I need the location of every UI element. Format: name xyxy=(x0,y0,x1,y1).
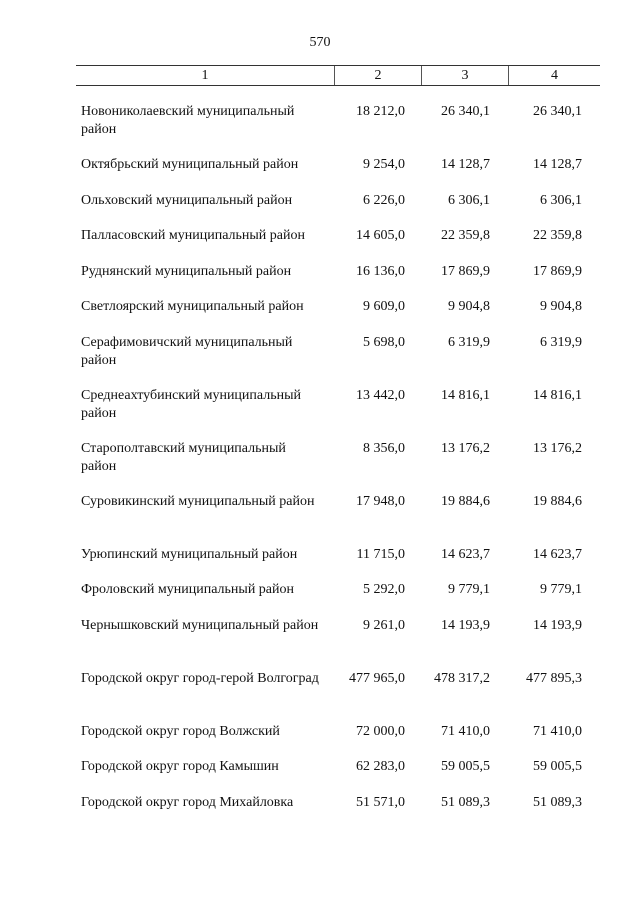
row-value-col-4: 17 869,9 xyxy=(533,263,582,279)
table-row xyxy=(0,715,640,751)
table-row xyxy=(0,573,640,609)
row-value-col-4: 13 176,2 xyxy=(533,440,582,456)
table-row xyxy=(0,662,640,715)
header-col-2: 2 xyxy=(335,66,422,85)
row-value-col-3: 17 869,9 xyxy=(441,263,490,279)
row-name: Суровикинский муниципальный район xyxy=(81,493,315,509)
row-value-col-2: 477 965,0 xyxy=(349,670,405,686)
row-value-col-2: 5 292,0 xyxy=(363,582,405,597)
row-value-col-4: 14 816,1 xyxy=(533,387,582,403)
row-value-col-2: 51 571,0 xyxy=(356,794,405,810)
table-row xyxy=(0,379,640,432)
row-value-col-4: 14 128,7 xyxy=(533,157,582,172)
table-row xyxy=(0,184,640,220)
row-value-col-4: 19 884,6 xyxy=(533,493,582,509)
row-value-col-4: 51 089,3 xyxy=(533,794,582,810)
row-value-col-3: 14 816,1 xyxy=(441,387,490,403)
row-name: Фроловский муниципальный район xyxy=(81,582,295,597)
header-col-3: 3 xyxy=(422,66,509,85)
table-row xyxy=(0,609,640,662)
row-value-col-3: 26 340,1 xyxy=(441,104,490,119)
row-name: Урюпинский муниципальный район xyxy=(81,546,298,562)
row-value-col-2: 62 283,0 xyxy=(356,759,405,774)
row-value-col-4: 14 623,7 xyxy=(533,546,582,562)
row-value-col-2: 9 254,0 xyxy=(363,157,405,172)
header-col-4: 4 xyxy=(551,68,558,83)
header-col-1: 1 xyxy=(76,66,335,85)
row-name: Городской округ город Волжский xyxy=(81,723,280,739)
row-value-col-3: 51 089,3 xyxy=(441,794,490,810)
table-row xyxy=(0,255,640,291)
table-row xyxy=(0,750,640,786)
table-row xyxy=(0,290,640,326)
row-value-col-3: 22 359,8 xyxy=(441,228,490,243)
row-value-col-2: 14 605,0 xyxy=(356,228,405,243)
row-value-col-4: 477 895,3 xyxy=(526,670,582,686)
row-value-col-4: 22 359,8 xyxy=(533,228,582,243)
row-value-col-3: 14 623,7 xyxy=(441,546,490,562)
row-name: Палласовский муниципальный район xyxy=(81,228,305,243)
row-value-col-3: 9 779,1 xyxy=(448,582,490,597)
row-value-col-2: 5 698,0 xyxy=(363,334,405,350)
row-value-col-4: 14 193,9 xyxy=(533,617,582,633)
row-value-col-4: 9 904,8 xyxy=(540,299,582,314)
table-body xyxy=(0,95,640,821)
row-value-col-3: 14 193,9 xyxy=(441,617,490,633)
row-name: Городской округ город Камышин xyxy=(81,759,279,774)
row-value-col-2: 8 356,0 xyxy=(363,440,405,456)
row-value-col-2: 17 948,0 xyxy=(356,493,405,509)
row-value-col-3: 478 317,2 xyxy=(434,670,490,686)
row-value-col-4: 59 005,5 xyxy=(533,759,582,774)
row-value-col-4: 26 340,1 xyxy=(533,104,582,119)
row-value-col-2: 72 000,0 xyxy=(356,723,405,739)
row-name: Руднянский муниципальный район xyxy=(81,263,292,279)
table-row xyxy=(0,432,640,485)
row-name: Новониколаевский муниципальный район xyxy=(81,104,295,137)
row-value-col-2: 9 609,0 xyxy=(363,299,405,314)
row-value-col-2: 16 136,0 xyxy=(356,263,405,279)
table-row xyxy=(0,485,640,538)
row-name: Октябрьский муниципальный район xyxy=(81,157,299,172)
row-value-col-3: 13 176,2 xyxy=(441,440,490,456)
row-name: Городской округ город-герой Волгоград xyxy=(81,670,319,686)
table-row xyxy=(0,538,640,574)
row-value-col-2: 9 261,0 xyxy=(363,617,405,633)
row-value-col-3: 19 884,6 xyxy=(441,493,490,509)
row-name: Городской округ город Михайловка xyxy=(81,794,294,810)
row-value-col-3: 9 904,8 xyxy=(448,299,490,314)
row-value-col-3: 59 005,5 xyxy=(441,759,490,774)
row-value-col-3: 14 128,7 xyxy=(441,157,490,172)
row-value-col-2: 11 715,0 xyxy=(356,546,405,562)
row-name: Чернышковский муниципальный район xyxy=(81,617,319,633)
row-name: Светлоярский муниципальный район xyxy=(81,299,304,314)
row-value-col-4: 71 410,0 xyxy=(533,723,582,739)
table-row xyxy=(0,326,640,379)
table-row xyxy=(0,95,640,148)
table-row xyxy=(0,219,640,255)
table-header xyxy=(76,65,600,86)
table-row xyxy=(0,148,640,184)
row-value-col-3: 6 306,1 xyxy=(448,192,490,208)
row-value-col-4: 6 306,1 xyxy=(540,192,582,208)
row-value-col-2: 6 226,0 xyxy=(363,192,405,208)
row-name: Серафимовичский муниципальный район xyxy=(81,334,293,368)
row-value-col-4: 6 319,9 xyxy=(540,334,582,350)
row-name: Старополтавский муниципальный район xyxy=(81,440,286,474)
row-value-col-2: 13 442,0 xyxy=(356,387,405,403)
row-name: Среднеахтубинский муниципальный район xyxy=(81,387,302,421)
row-value-col-3: 6 319,9 xyxy=(448,334,490,350)
page-number: 570 xyxy=(309,35,331,50)
row-name: Ольховский муниципальный район xyxy=(81,192,293,208)
row-value-col-3: 71 410,0 xyxy=(441,723,490,739)
row-value-col-2: 18 212,0 xyxy=(356,104,405,119)
table-row xyxy=(0,786,640,822)
row-value-col-4: 9 779,1 xyxy=(540,582,582,597)
